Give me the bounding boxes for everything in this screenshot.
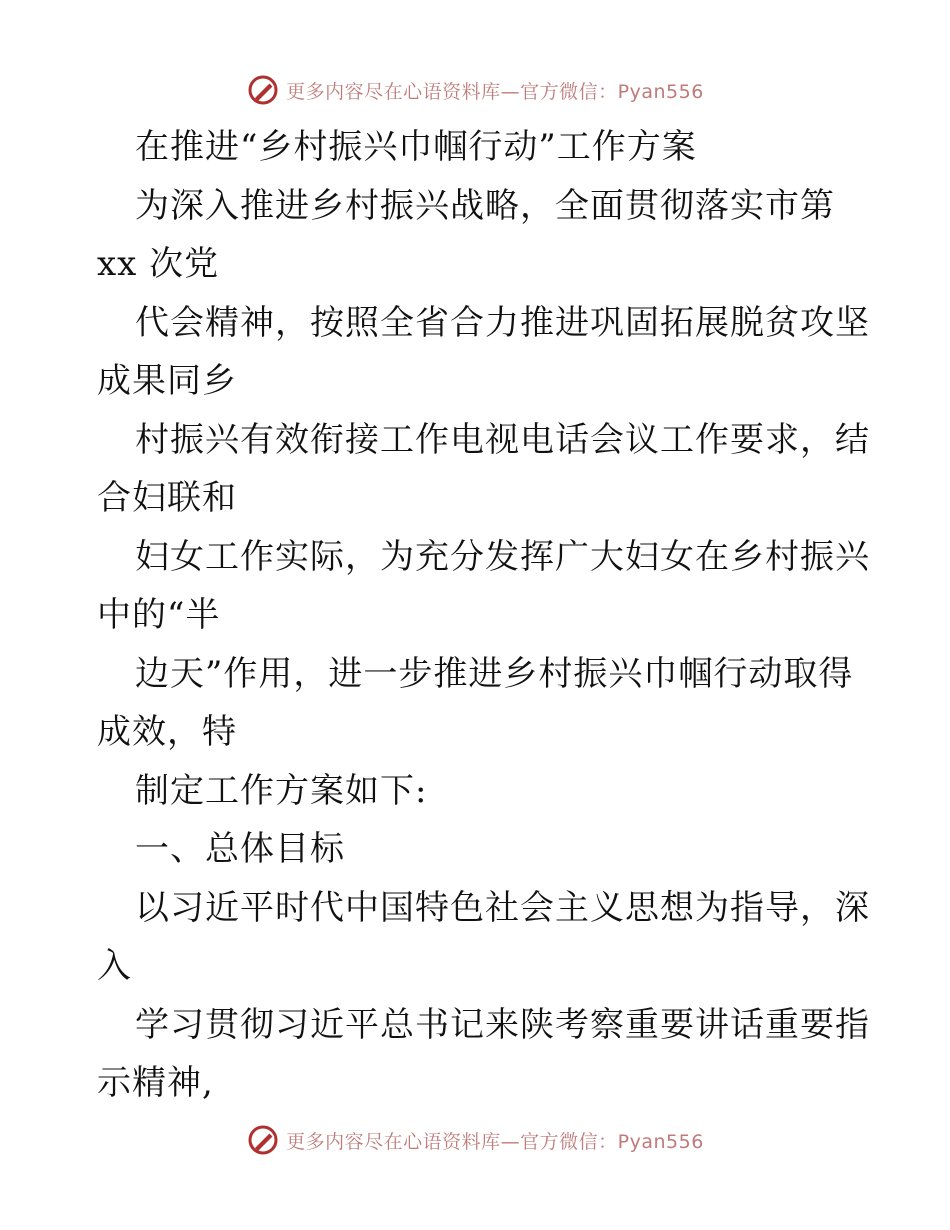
text-line: 入 (97, 946, 132, 986)
pen-logo-icon (246, 1123, 280, 1157)
watermark-footer (0, 1120, 950, 1160)
watermark-text: 更多内容尽在心语资料库—官方微信：Pyan556 (286, 1130, 704, 1153)
text-line: 制定工作方案如下: (135, 770, 428, 811)
text-line: 在推进“乡村振兴巾帼行动”工作方案 (135, 127, 697, 167)
text-line: 示精神, (97, 1063, 214, 1103)
watermark-text: 更多内容尽在心语资料库—官方微信：Pyan556 (286, 80, 704, 103)
text-line: 以习近平时代中国特色社会主义思想为指导，深 (135, 887, 870, 928)
text-line: 成效，特 (97, 712, 237, 752)
text-line: 边天”作用，进一步推进乡村振兴巾帼行动取得 (135, 653, 854, 694)
text-line: 一、总体目标 (135, 829, 345, 869)
pen-logo-icon (246, 73, 280, 107)
text-line: 中的“半 (97, 595, 221, 635)
text-line: 合妇联和 (97, 478, 237, 518)
text-line: 代会精神，按照全省合力推进巩固拓展脱贫攻坚 (135, 302, 870, 343)
text-line: 村振兴有效衔接工作电视电话会议工作要求，结 (135, 419, 870, 460)
text-line: 为深入推进乡村振兴战略，全面贯彻落实市第 (135, 185, 835, 226)
watermark-header (0, 70, 950, 110)
text-line: 学习贯彻习近平总书记来陕考察重要讲话重要指 (135, 1004, 870, 1045)
text-line: 妇女工作实际，为充分发挥广大妇女在乡村振兴 (135, 536, 870, 577)
text-line: 成果同乡 (97, 361, 237, 401)
text-line: xx 次党 (97, 244, 220, 284)
document-body (97, 118, 870, 1113)
